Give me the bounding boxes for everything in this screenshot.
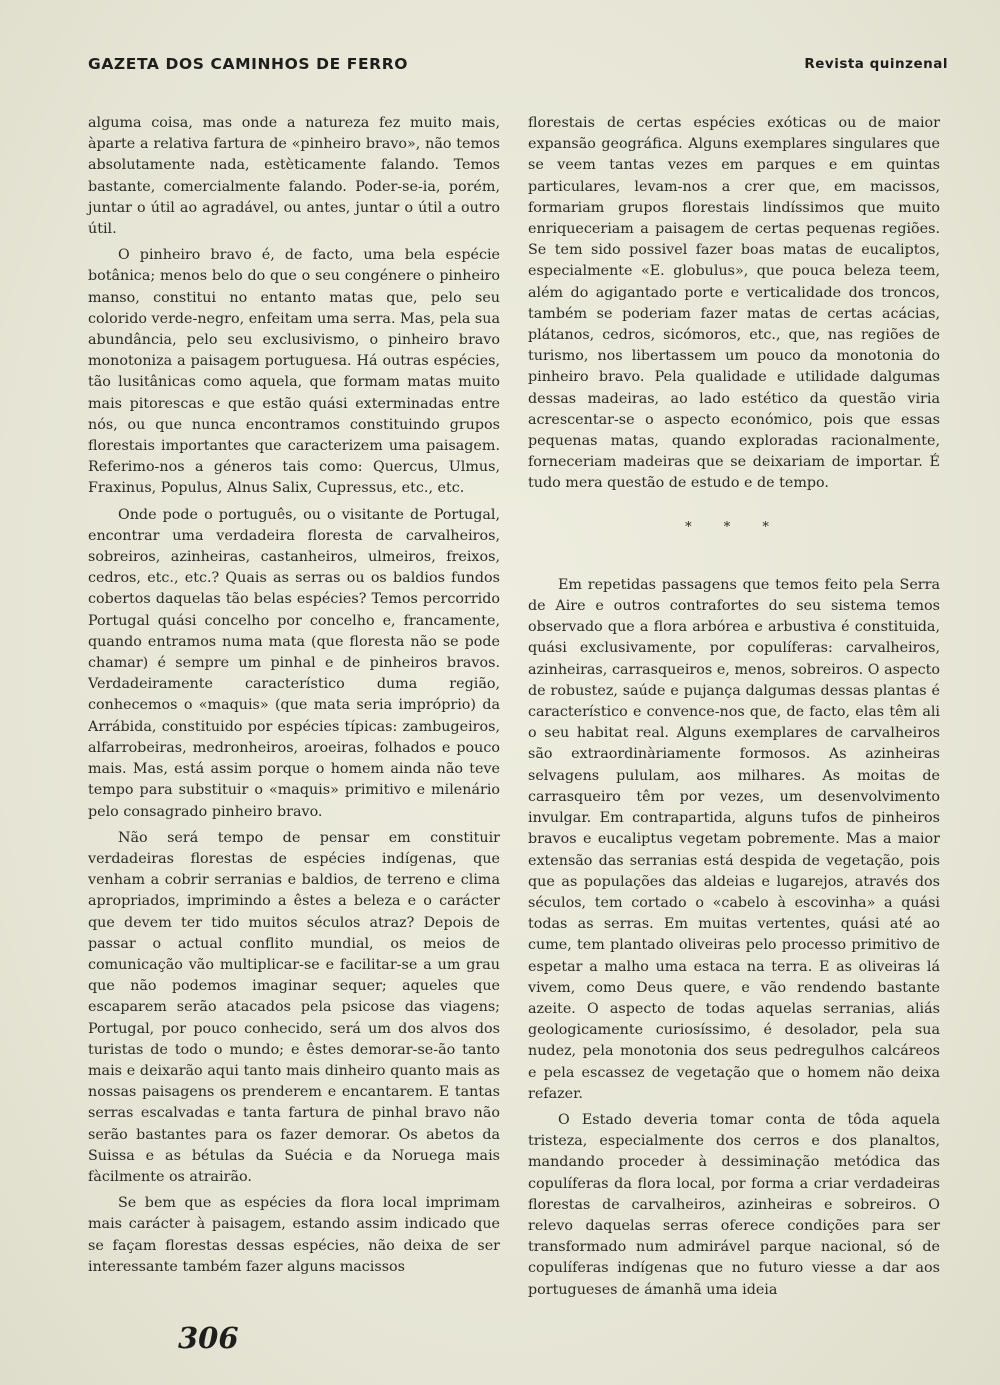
paragraph: O pinheiro bravo é, de facto, uma bela espécie botânica; menos belo do que o seu congénere o pinheiro manso, constitui no entanto matas que, pelo seu colorido verde-negro, enfeitam uma serra. Mas, pela sua abundância, pelo seu exclusivismo, o pinheiro bravo monotoniza a paisagem portuguesa. Há outras espécies, tão lusitânicas como aquela, que formam matas muito mais pitorescas e que estão quási exterminadas entre nós, ou que nunca encontramos constituindo grupos florestais importantes que caracterizem uma paisagem. Referimo-nos a géneros tais como: Quercus, Ulmus, Fraxinus, Populus, Alnus Salix, Cupressus, etc., etc. xyxy=(88,247,500,497)
page-number: 306 xyxy=(178,1321,239,1355)
paragraph: Em repetidas passagens que temos feito pela Serra de Aire e outros contrafortes do seu sistema temos observado que a flora arbórea e arbustiva é constituida, quási exclusivamente, por copulíferas: carvalheiros, azinheiras, carrasqueiros e, menos, sobreiros. O aspecto de robustez, saúde e pujança dalgumas dessas plantas é característico e convence-nos que, de facto, elas têm ali o seu habitat real. Alguns exemplares de carvalheiros são extraordinàriamente formosos. As azinheiras selvagens pululam, aos milhares. As moitas de carrasqueiro têm por vezes, um desenvolvimento invulgar. Em contrapartida, alguns tufos de pinheiros bravos e eucaliptus vegetam pobremente. Mas a maior extensão das serranias está despida de vegetação, pois que as populações das aldeias e lugarejos, através dos séculos, tem cortado o «cabelo à escovinha» a quási todas as serras. Em muitas vertentes, quási até ao cume, tem plantado oliveiras pelo processo primitivo de espetar a malho uma estaca na terra. E as oliveiras lá vivem, como Deus quere, e vão rendendo bastante azeite. O aspecto de todas aquelas serranias, aliás geologicamente curiosíssimo, é desolador, pela sua nudez, pela monotonia dos seus pedregulhos calcáreos e pela escassez de vegetação que o homem não deixa refazer. xyxy=(528,576,940,1102)
paragraph: Se bem que as espécies da flora local imprimam mais carácter à paisagem, estando assim indicado que se façam florestas dessas espécies, não deixa de ser interessante também fazer alguns macissos xyxy=(88,1195,500,1275)
running-header-subtitle: Revista quinzenal xyxy=(804,56,948,72)
paragraph: florestais de certas espécies exóticas ou de maior expansão geográfica. Alguns exemplares singulares que se veem tantas vezes em parques e em quintas particulares, levam-nos a crer que, em macissos, formariam grupos florestais lindíssimos que muito enriqueceriam a paisagem de certas pequenas regiões. Se tem sido possivel fazer boas matas de eucaliptos, especialmente «E. globulus», que pouca beleza teem, além do agigantado porte e verticalidade dos troncos, também se poderiam fazer matas de certas acácias, plátanos, cedros, sicómoros, etc., que, nas regiões de turismo, nos libertassem um pouco da monotonia do pinheiro bravo. Pela qualidade e utilidade dalgumas dessas madeiras, ao lado estético da questão viria acrescentar-se o aspecto económico, pois que essas pequenas matas, quando exploradas racionalmente, forneceriam madeiras que se deixariam de importar. É tudo mera questão de estudo e de tempo. xyxy=(528,115,940,492)
paragraph: Onde pode o português, ou o visitante de Portugal, encontrar uma verdadeira floresta de carvalheiros, sobreiros, azinheiras, castanheiros, ulmeiros, freixos, cedros, etc., etc.? Quais as serras ou os baldios fundos cobertos daquelas tão belas espécies? Temos percorrido Portugal quási concelho por concelho e, francamente, quando entramos numa mata (que floresta não se pode chamar) é sempre um pinhal e de pinheiros bravos. Verdadeiramente característico duma região, conhecemos o «maquis» (que mata seria impróprio) da Arrábida, constituido por espécies típicas: zambugeiros, alfarrobeiras, medronheiros, aroeiras, folhados e pouco mais. Mas, está assim porque o homem ainda não teve tempo para substituir o «maquis» primitivo e milenário pelo consagrado pinheiro bravo. xyxy=(88,506,500,820)
section-separator: * * * xyxy=(685,519,783,535)
right-text-column xyxy=(528,113,940,1301)
left-text-column xyxy=(88,113,500,1278)
running-header-title: GAZETA DOS CAMINHOS DE FERRO xyxy=(88,55,409,73)
paragraph: O Estado deveria tomar conta de tôda aquela tristeza, especialmente dos cerros e dos planaltos, mandando proceder à dessiminação metódica das copulíferas da flora local, por forma a criar verdadeiras florestas de carvalheiros, azinheiras e sobreiros. O relevo daquelas serras oferece condições para ser transformado num admirável parque nacional, só de copulíferas indígenas que no futuro viesse a dar aos portugueses de ámanhã uma ideia xyxy=(528,1111,940,1298)
paragraph: alguma coisa, mas onde a natureza fez muito mais, àparte a relativa fartura de «pinheiro bravo», não temos absolutamente nada, estèticamente falando. Temos bastante, comercialmente falando. Poder-se-ia, porém, juntar o útil ao agradável, ou antes, juntar o útil a outro útil. xyxy=(88,115,500,238)
paragraph: Não será tempo de pensar em constituir verdadeiras florestas de espécies indígenas, que venham a cobrir serranias e baldios, de terreno e clima apropriados, imprimindo a êstes a beleza e o carácter que devem ter tido muitos séculos atraz? Depois de passar o actual conflito mundial, os meios de comunicação vão multiplicar-se e facilitar-se a um grau que não podemos imaginar sequer; aqueles que escaparem serão atacados pela psicose das viagens; Portugal, por pouco conhecido, será um dos alvos dos turistas de todo o mundo; e êstes demorar-se-ão tanto mais e deixarão aqui tanto mais dinheiro quanto mais as nossas paisagens os prenderem e encantarem. E tantas serras escalvadas e tanta fartura de pinhal bravo não serão bastantes para os fazer demorar. Os abetos da Suissa e as bétulas da Suécia e da Noruega mais fàcilmente os atrairão. xyxy=(88,829,500,1185)
